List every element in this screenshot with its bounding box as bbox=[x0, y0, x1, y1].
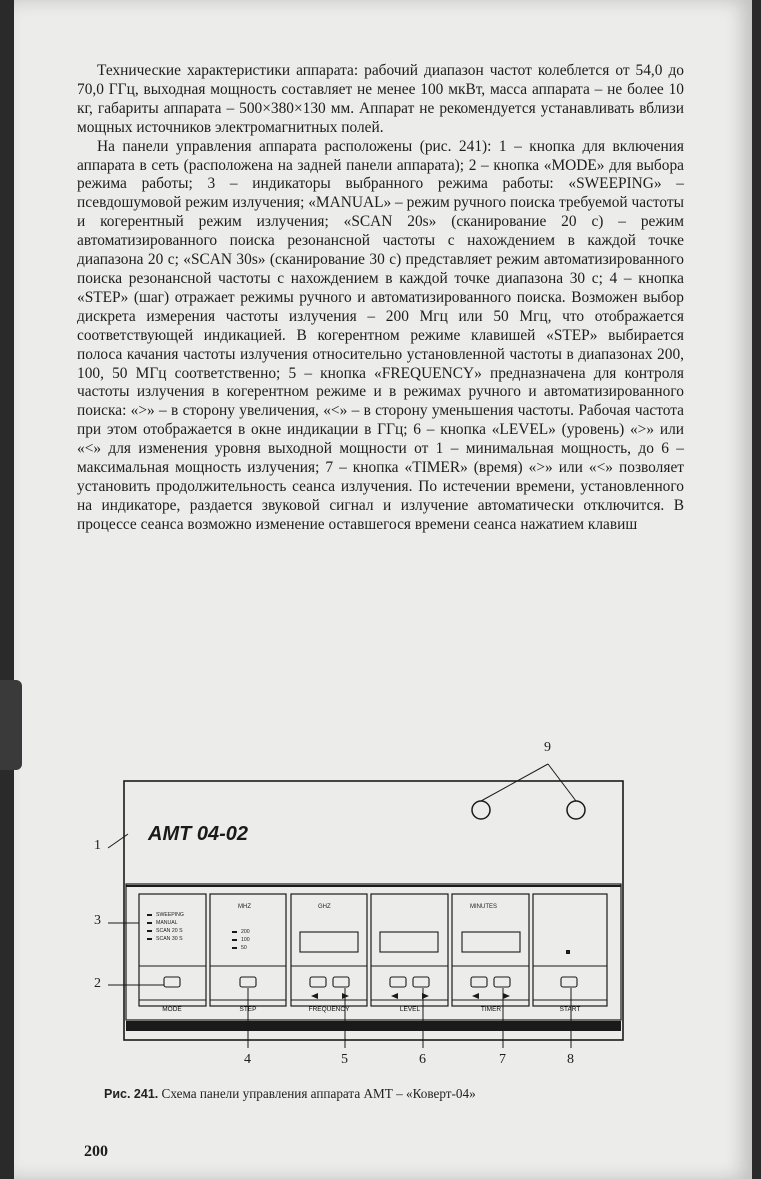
callout-7: 7 bbox=[499, 1052, 506, 1067]
indicator-manual: MANUAL bbox=[156, 920, 178, 926]
indicator-scan-20: SCAN 20 S bbox=[156, 928, 183, 934]
callout-6: 6 bbox=[419, 1052, 426, 1067]
mode-button bbox=[164, 977, 180, 987]
caption-text: Схема панели управления аппарата АМТ – «Коверт-04» bbox=[161, 1086, 476, 1101]
callout-1: 1 bbox=[94, 838, 101, 853]
label-level: LEVEL bbox=[399, 1006, 421, 1013]
device-model-label: АМТ 04-02 bbox=[148, 823, 249, 845]
callout-9: 9 bbox=[544, 740, 551, 755]
page-number: 200 bbox=[84, 1143, 108, 1160]
indicator-scan-30: SCAN 30 S bbox=[156, 936, 183, 942]
label-timer: TIMER bbox=[480, 1006, 502, 1013]
callout-8: 8 bbox=[567, 1052, 574, 1067]
connector-right bbox=[567, 801, 585, 819]
step-200: 200 bbox=[241, 929, 250, 935]
label-frequency: FREQUENCY bbox=[308, 1006, 350, 1013]
label-step: STEP bbox=[239, 1006, 257, 1013]
paragraph-1: Технические характеристики аппарата: рабочий диапазон частот колеблется от 54,0 до 70,0 ГГц, выходная мощность составляет не менее 100 мкВт, масса аппарата – не более 10 кг, габариты аппарата – 500×380×130 мм. Аппарат не рекомендуется устанавливать вблизи мощных источников электромагнитных полей. bbox=[77, 62, 684, 136]
callout-3: 3 bbox=[94, 913, 101, 928]
step-100: 100 bbox=[241, 937, 250, 943]
caption-label: Рис. 241. bbox=[104, 1087, 159, 1101]
start-button bbox=[561, 977, 577, 987]
step-button bbox=[240, 977, 256, 987]
callout-4: 4 bbox=[244, 1052, 251, 1067]
figure-caption bbox=[104, 1086, 476, 1102]
frequency-header: GHZ bbox=[318, 904, 331, 910]
connector-left bbox=[472, 801, 490, 819]
step-50: 50 bbox=[241, 945, 247, 951]
label-start: START bbox=[559, 1006, 581, 1013]
label-mode: MODE bbox=[162, 1006, 182, 1013]
callout-5: 5 bbox=[341, 1052, 348, 1067]
device-outline bbox=[124, 781, 623, 1040]
paragraph-2: На панели управления аппарата расположены (рис. 241): 1 – кнопка для включения аппарата в сеть (расположена на задней панели аппарата); 2 – кнопка «MODE» для выбора режима работы; 3 – индикаторы выбранного режима работы: «SWEEPING» – псевдошумовой режим излучения; «MANUAL» – режим ручного поиска требуемой частоты и когерентный режим излучения; «SCAN 20s» (сканирование 20 с) – режим автоматизированного поиска резонансной частоты с нахождением в каждой точке диапазона 20 с; «SCAN 30s» (сканирование 30 с) представляет режим автоматизированного поиска резонансной частоты с нахождением в каждой точке диапазона 30 с; 4 – кнопка «STEP» (шаг) отражает режимы ручного и автоматизированного поиска. Возможен выбор дискрета измерения частоты излучения – 200 Мгц или 50 Мгц, что отображается соответствующей индикацией. В когерентном режиме клавишей «STEP» выбирается полоса качания частоты излучения относительно установленной частоты в диапазонах 200, 100, 50 МГц соответственно; 5 – кнопка «FREQUENCY» предназначена для контроля частоты излучения в когерентном режиме и в режимах ручного и автоматизированного поиска: «>» – в сторону увеличения, «<» – в сторону уменьшения частоты. Рабочая частота при этом отображается в окне индикации в ГГц; 6 – кнопка «LEVEL» (уровень) «>» или «<» для изменения уровня выходной мощности от 1 – минимальная мощность, до 6 – максимальная мощность излучения; 7 – кнопка «TIMER» (время) «>» или «<» позволяет установить продолжительность сеанса излучения. По истечении времени, установленного на индикаторе, раздается звуковой сигнал и излучение автоматически отключится. В процессе сеанса возможно изменение оставшегося времени сеанса нажатием клавиш bbox=[77, 137, 684, 533]
timer-header: MINUTES bbox=[470, 904, 497, 910]
step-header: MHZ bbox=[238, 904, 251, 910]
callout-2: 2 bbox=[94, 976, 101, 991]
indicator-sweeping: SWEEPING bbox=[156, 912, 184, 918]
